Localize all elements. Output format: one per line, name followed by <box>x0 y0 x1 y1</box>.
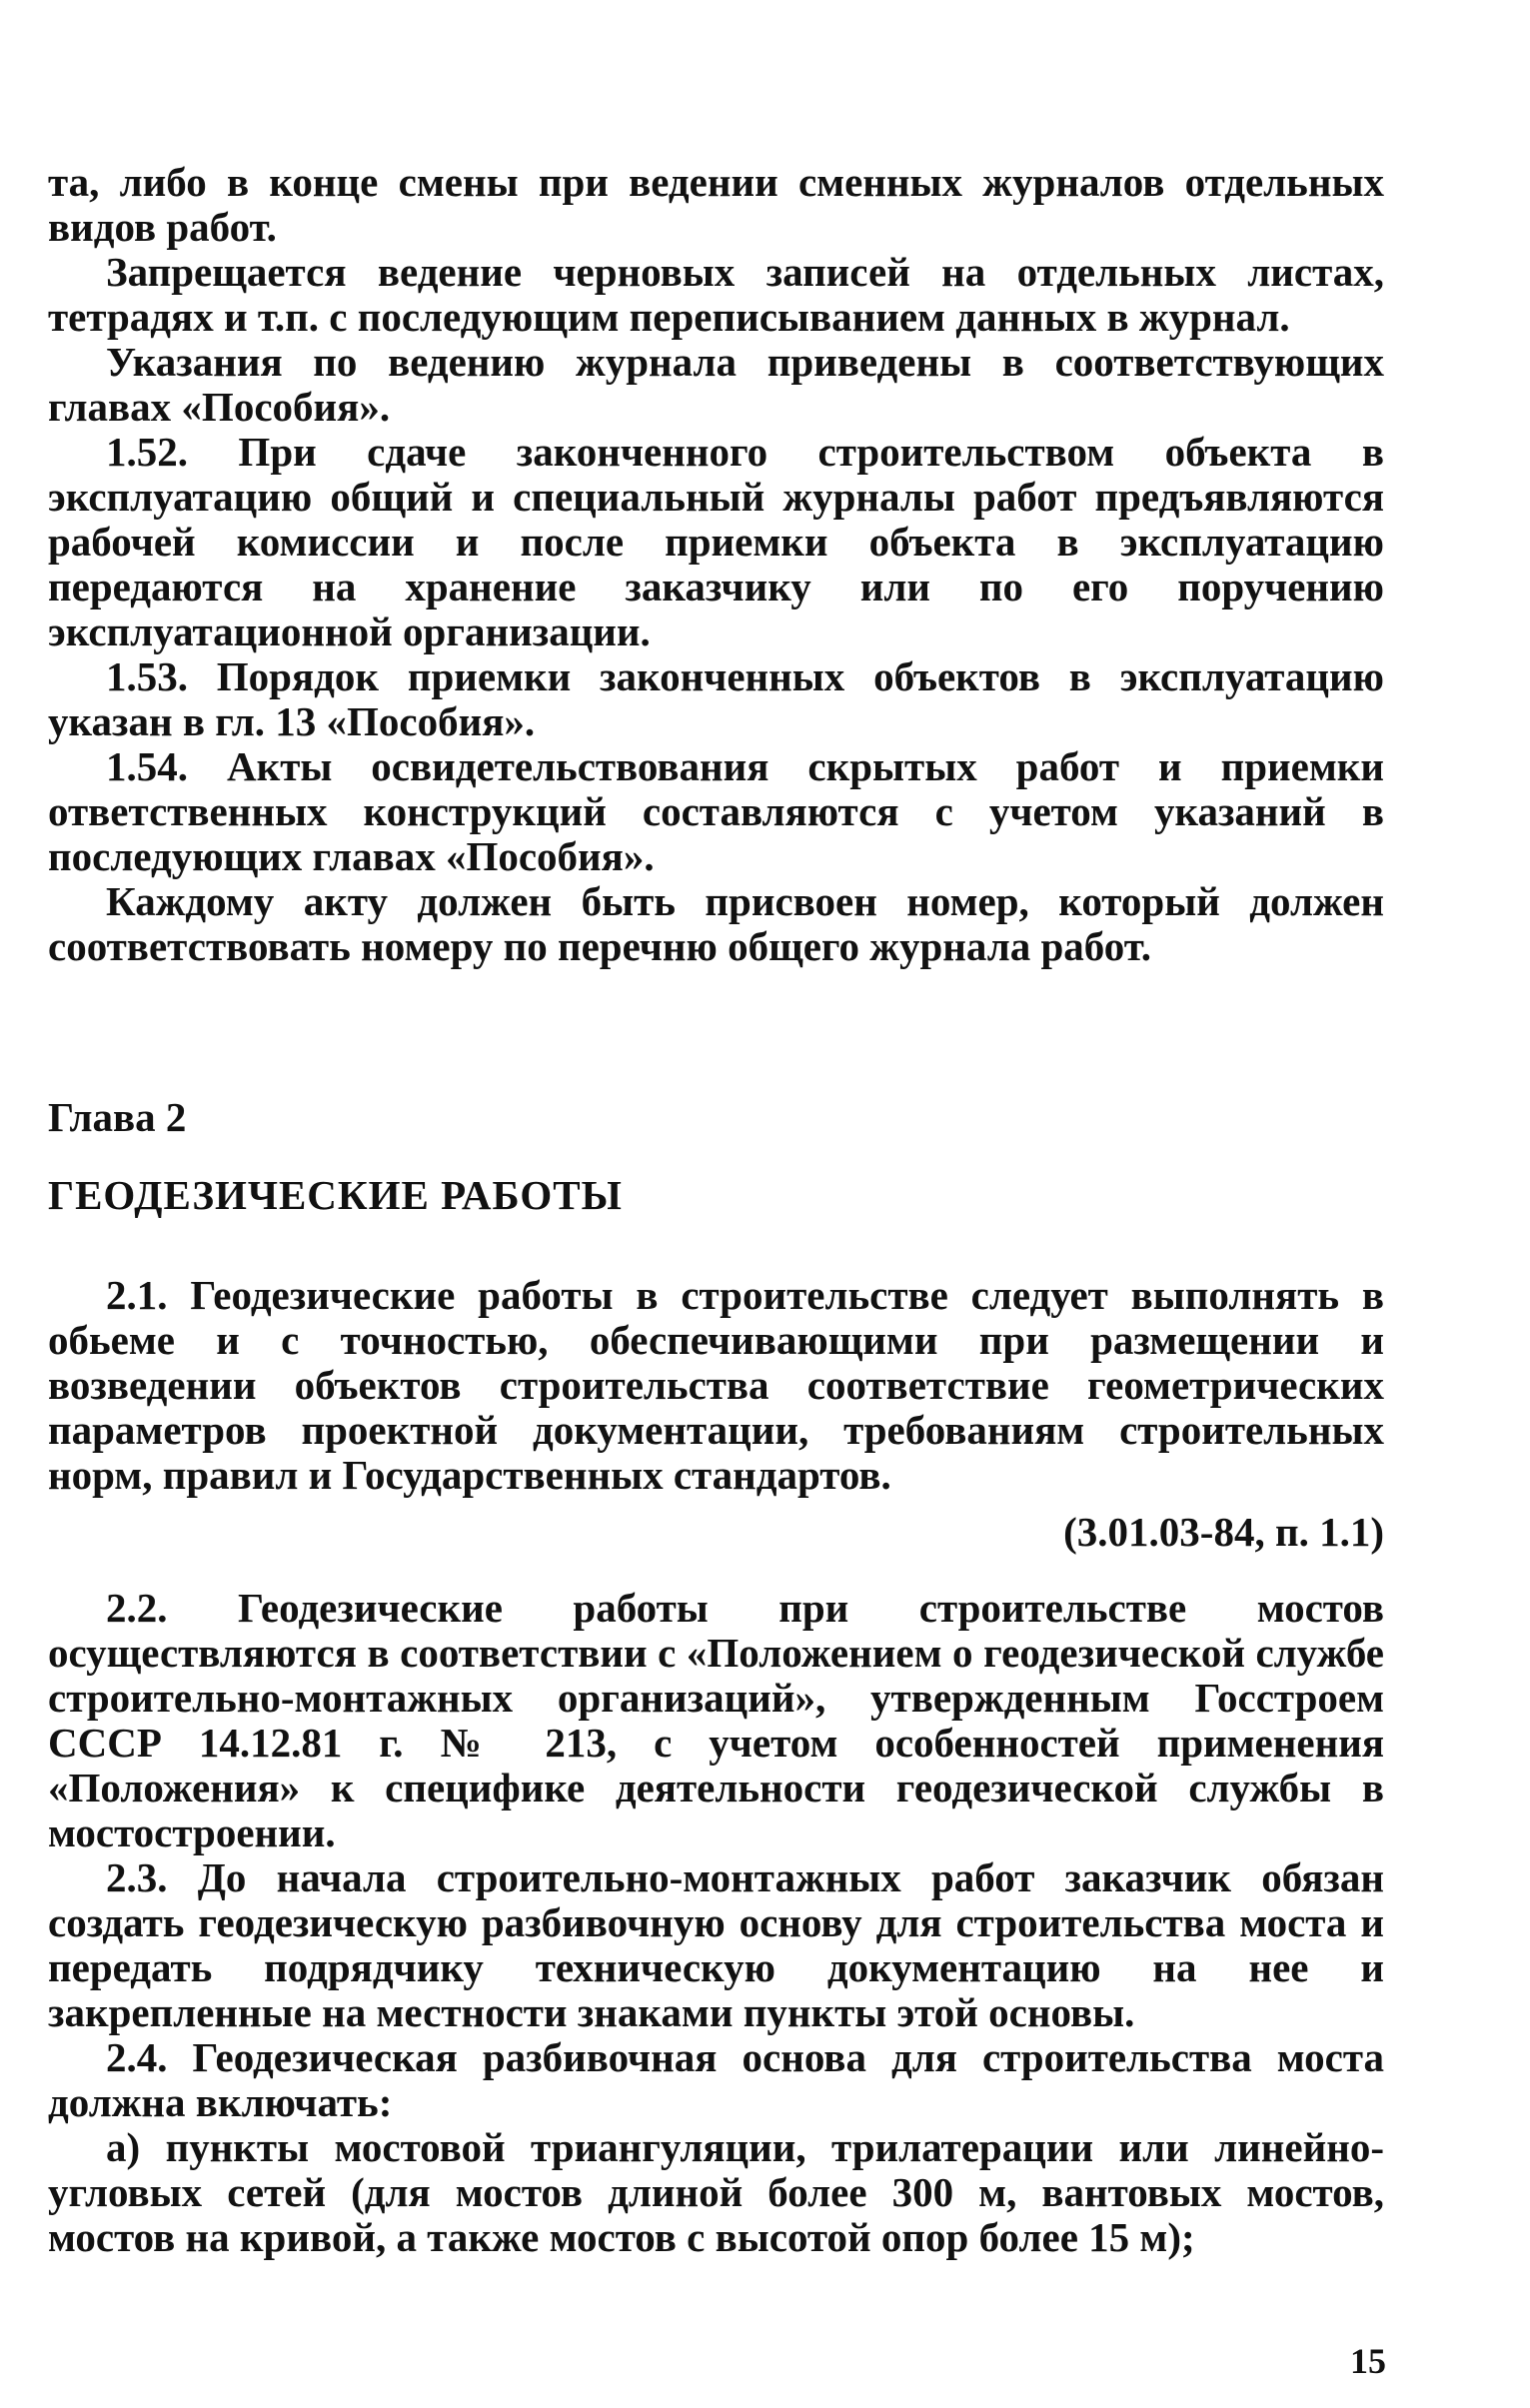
paragraph-1-52: 1.52. При сдаче законченного строительством объекта в эксплуатацию общий и специальный журналы работ предъявляются рабочей комиссии и после приемки объекта в эксплуатацию передаются на хранение заказчику или по его поручению эксплуатационной организации. <box>48 429 1384 654</box>
paragraph-act-number: Каждому акту должен быть присвоен номер, который должен соответствовать номеру по перечню общего журнала работ. <box>48 878 1384 969</box>
page-number: 15 <box>1350 2341 1386 2381</box>
paragraph-2-4: 2.4. Геодезическая разбивочная основа для строительства моста должна включать: <box>48 2034 1384 2125</box>
paragraph-2-1-reference: (3.01.03-84, п. 1.1) <box>1063 1509 1384 1555</box>
paragraph-1-54: 1.54. Акты освидетельствования скрытых работ и приемки ответственных конструкций составляются с учетом указаний в последующих главах «Пособия». <box>48 743 1384 879</box>
chapter-label: Глава 2 <box>48 1094 187 1140</box>
paragraph-prohibition: Запрещается ведение черновых записей на отдельных листах, тетрадях и т.п. с последующим переписыванием данных в журнал. <box>48 249 1384 340</box>
chapter-title: ГЕОДЕЗИЧЕСКИЕ РАБОТЫ <box>48 1172 623 1218</box>
paragraph-2-3: 2.3. До начала строительно-монтажных работ заказчик обязан создать геодезическую разбивочную основу для строительства моста и передать подрядчику техническую документацию на нее и закрепленные на местности знаками пункты этой основы. <box>48 1854 1384 2035</box>
paragraph-2-2: 2.2. Геодезические работы при строительстве мостов осуществляются в соответствии с «Положением о геодезической службе строительно-монтажных организаций», утвержденным Госстроем СССР 14.12.81 г. № 213, с учетом особенностей применения «Положения» к специфике деятельности геодезической службы в мостостроении. <box>48 1585 1384 1855</box>
section-2-para-1 <box>48 1273 1384 1498</box>
paragraph-continuation: та, либо в конце смены при ведении сменных журналов отдельных видов работ. <box>48 159 1384 250</box>
section-2-body <box>48 1586 1384 2260</box>
paragraph-1-53: 1.53. Порядок приемки законченных объектов в эксплуатацию указан в гл. 13 «Пособия». <box>48 653 1384 744</box>
paragraph-2-4-a: а) пункты мостовой триангуляции, трилатерации или линейно-угловых сетей (для мостов длиной более 300 м, вантовых мостов, мостов на кривой, а также мостов с высотой опор более 15 м); <box>48 2124 1384 2260</box>
paragraph-2-1: 2.1. Геодезические работы в строительстве следует выполнять в обьеме и с точностью, обеспечивающими при размещении и возведении объектов строительства соответствие геометрических параметров проектной документации, требованиям строительных норм, правил и Государственных стандартов. <box>48 1272 1384 1498</box>
paragraph-instructions: Указания по ведению журнала приведены в соответствующих главах «Пособия». <box>48 339 1384 430</box>
prev-section-block <box>48 160 1384 969</box>
